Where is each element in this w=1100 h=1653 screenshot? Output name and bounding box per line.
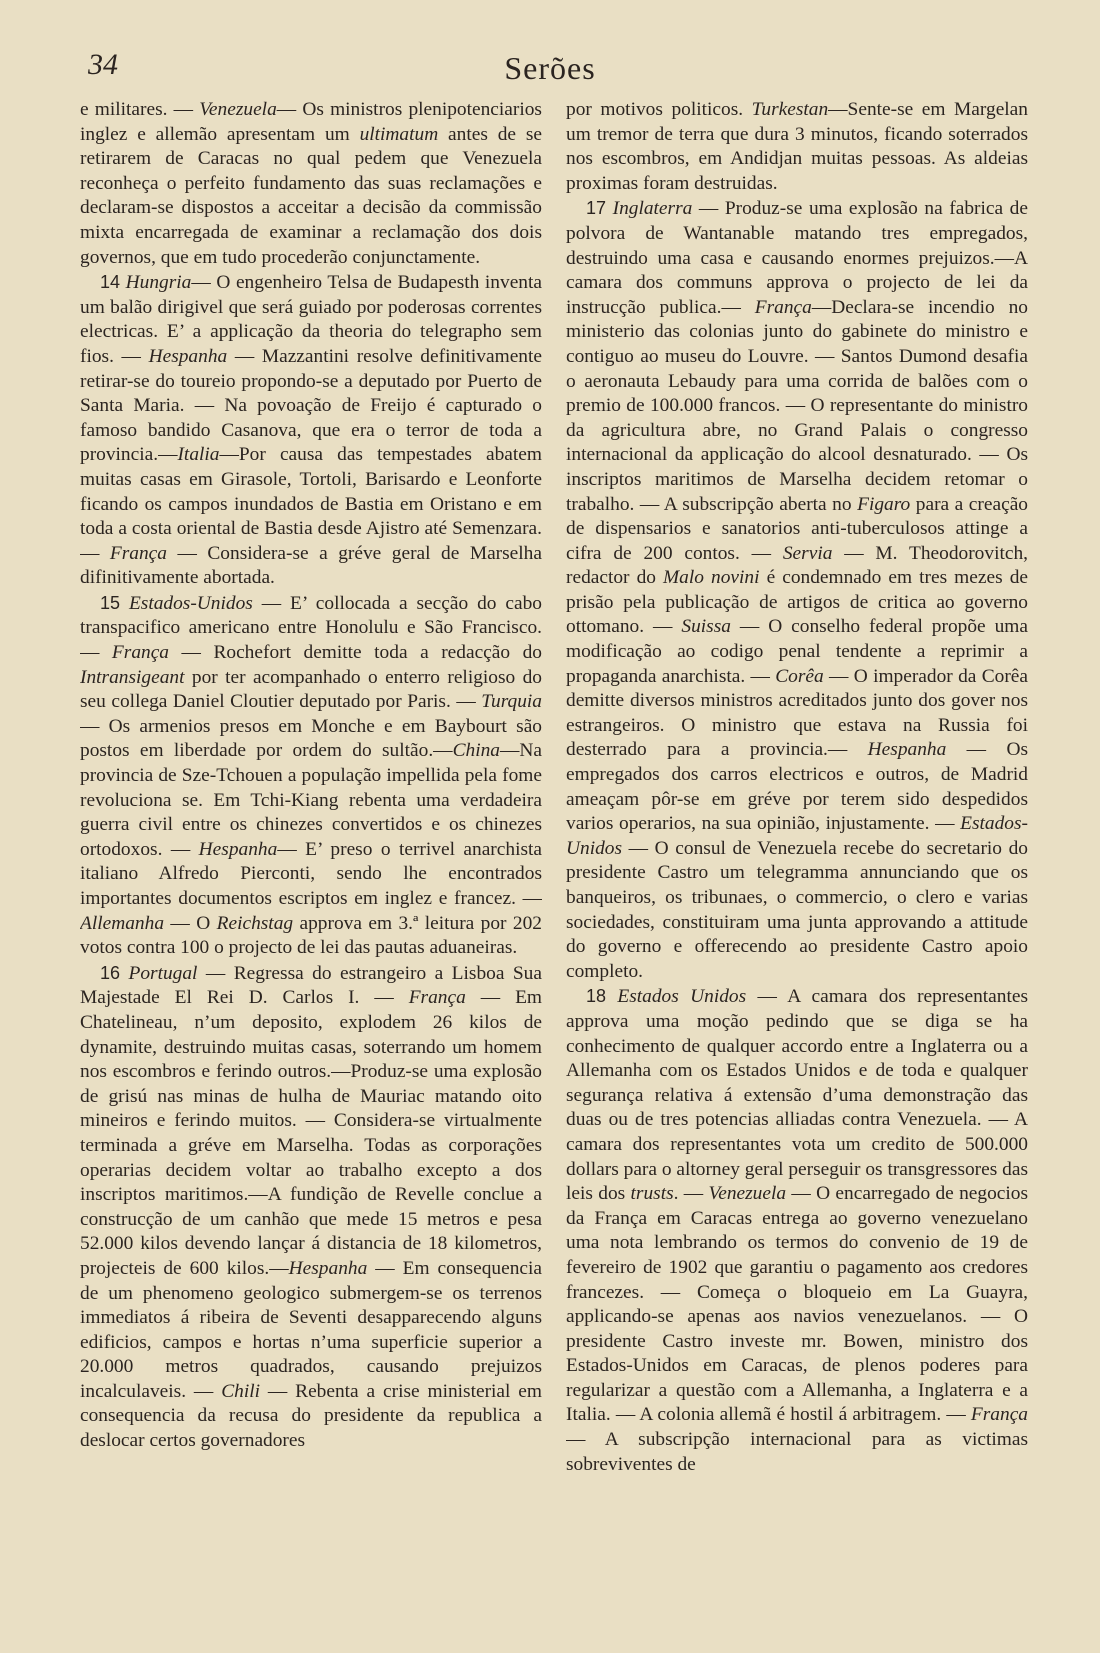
news-text: —Na provincia de Sze-Tchouen a população impellida pela fome revoluciona se. Em Tchi-Kiang rebenta uma verdadeira guerra civil entre os chinezes convertidos e os chinezes ortodoxos. —	[80, 740, 542, 860]
country-heading: Portugal	[128, 962, 198, 984]
news-text: — Os armenios presos em Monche e em Baybourt são postos em liberdade por ordem do sultão.—	[80, 715, 542, 762]
country-heading: Hespanha	[867, 739, 947, 761]
news-text: antes de se retirarem de Caracas no qual pedem que Venezuela reconheça o perfeito fundamento das suas reclamações e declaram-se dispostos a acceitar a decisão da commissão mixta encarregada de examinar a reclamação dos dois governos, que em tudo procederão conjunctamente.	[80, 123, 542, 268]
day-number: 17	[586, 198, 607, 219]
left-column	[80, 98, 542, 1638]
page-header	[0, 0, 1100, 100]
country-heading: França	[109, 542, 167, 564]
news-text: — O consul de Venezuela recebe do secretario do presidente Castro um telegramma annunciando que os banqueiros, os tribunaes, o commercio, o clero e varias sociedades, constituiram uma junta approvando a attitude do governo e offerecendo ao presidente Castro apoio completo.	[566, 837, 1028, 982]
news-text: — Rochefort demitte toda a redacção do	[169, 642, 542, 664]
country-heading: Chili	[221, 1380, 260, 1402]
news-text: — Os empregados dos carros electricos e outros, de Madrid ameaçam pôr-se em gréve por terem sido despedidos varios operarios, na sua opinião, injustamente. —	[566, 739, 1028, 835]
country-heading: Hespanha	[148, 345, 228, 367]
country-heading: Venezuela	[708, 1183, 787, 1205]
country-heading: Allemanha	[80, 912, 165, 934]
news-text: — Produz-se uma explosão na fabrica de polvora de Wantanable matando tres empregados, destruindo uma casa e causando enormes prejuizos.—A camara dos communs approva o projecto de lei da instrucção publica.—	[566, 198, 1028, 318]
news-text: — O encarregado de negocios da França em Caracas entrega ao governo venezuelano uma nota lembrando os termos do convenio de 19 de fevereiro de 1902 que garantiu o pagamento aos credores francezes. — Começa o bloqueio em La Guayra, applicando-se apenas aos navios venezuelanos. — O presidente Castro investe mr. Bowen, ministro dos Estados-Unidos em Caracas, de plenos poderes para regularizar a questão com a Allemanha, a Inglaterra e a Italia. — A colonia allemã é hostil á arbitragem. —	[566, 1183, 1028, 1426]
country-heading: Suissa	[681, 616, 731, 638]
news-text: é condemnado em tres mezes de prisão pela publicação de artigos de critica ao governo ottomano. —	[566, 567, 1028, 638]
news-entry-continued	[566, 98, 1028, 196]
country-heading: Hespanha	[198, 838, 278, 860]
news-entry-day-16	[80, 961, 542, 1454]
country-heading: Turkestan	[751, 99, 829, 120]
news-text: para a creação de dispensarios e sanatorios anti-tuberculosos attinge a cifra de 200 contos. —	[566, 493, 1028, 564]
country-heading: França	[111, 642, 170, 664]
news-text: — Em Chatelineau, n’um deposito, explodem 26 kilos de dynamite, destruindo muitas casas, soterrando um homem nos escombros e ferindo outros.—Produz-se uma explosão de grisú nas minas de hulha de Mauriac matando oito mineiros e ferindo muitos. — Considera-se virtualmente terminada a gréve em Marselha. Todas as corporações operarias decidem voltar ao trabalho excepto a dos inscriptos maritimos.—A fundição de Revelle conclue a construcção de um canhão que mede 15 metros e pesa 52.000 kilos devendo lançar á distancia de 18 kilometros, projecteis de 600 kilos.—	[80, 987, 542, 1279]
news-entry-day-14	[80, 270, 542, 591]
country-heading: China	[452, 740, 500, 762]
country-heading: Inglaterra	[612, 198, 693, 220]
country-heading: Venezuela	[199, 99, 277, 120]
news-text: — E’ collocada a secção do cabo transpacifico americano entre Honolulu e São Francisco. —	[80, 592, 542, 664]
page-number: 34	[88, 48, 118, 81]
news-entry-day-15	[80, 591, 542, 961]
news-text: — A subscripção internacional para as victimas sobreviventes de	[566, 1429, 1028, 1475]
news-entry-day-17	[566, 196, 1028, 984]
day-number: 18	[586, 986, 607, 1007]
news-text: — Em consequencia de um phenomeno geologico submergem-se os terrenos immediatos á ribeira de Seventi desapparecendo alguns edificios, campos e hortas n’uma superficie superior a 20.000 metros quadrados, causando prejuizos incalculaveis. —	[80, 1257, 542, 1402]
news-text: approva em 3.ª leitura por 202 votos contra 100 o projecto de lei das pautas aduaneiras.	[80, 912, 542, 959]
news-text: — Regressa do estrangeiro a Lisboa Sua Majestade El Rei D. Carlos I. —	[80, 962, 542, 1009]
news-entry-day-18	[566, 984, 1028, 1477]
country-heading: Servia	[782, 542, 833, 564]
news-text: — Considera-se a gréve geral de Marselha difinitivamente abortada.	[80, 542, 542, 589]
country-heading: Italia	[177, 444, 220, 466]
country-heading: Turquia	[481, 691, 542, 713]
news-text: — M. Theodorovitch, redactor do	[566, 542, 1028, 589]
country-heading: Reichstag	[216, 912, 294, 934]
day-number: 16	[100, 962, 121, 983]
news-text: por motivos politicos.	[566, 99, 752, 120]
news-text: . —	[673, 1183, 709, 1205]
country-heading: Estados Unidos	[617, 986, 747, 1008]
news-text: — O engenheiro Telsa de Budapesth inventa um balão dirigivel que será guiado por poderosas correntes electricas. E’ a applicação da theoria do telegrapho sem fios. —	[80, 272, 542, 367]
country-heading: Estados-Unidos	[566, 813, 1028, 859]
news-text: — A camara dos representantes approva uma moção pedindo que se diga se ha conhecimento de qualquer accordo entre a Inglaterra ou a Allemanha com os Estados Unidos e de toda e qualquer segurança relativa á extensão d’uma demonstração das duas ou de tres potencias alliadas contra Venezuela. — A camara dos representantes vota um credito de 500.000 dollars para o altorney geral perseguir os transgressores das leis dos	[566, 986, 1028, 1205]
news-text: — E’ preso o terrivel anarchista italiano Alfredo Pierconti, sendo lhe encontrados importantes documentos escriptos em inglez e francez. —	[80, 838, 542, 909]
country-heading: Corêa	[775, 665, 824, 687]
country-heading: França	[754, 296, 812, 318]
country-heading: Figaro	[857, 493, 911, 515]
country-heading: trusts	[630, 1183, 674, 1205]
news-text: —Declara-se incendio no ministerio das colonias junto do gabinete do ministro e contiguo ao museu do Louvre. — Santos Dumond desafia o aeronauta Lebaudy para uma corrida de balões com o premio de 100.000 francos. — O representante do ministro da agricultura abre, no Grand Palais o congresso internacional da applicação do alcool desnaturado. — Os inscriptos maritimos de Marselha decidem retomar o trabalho. — A subscripção aberta no	[566, 296, 1028, 515]
country-heading: França	[408, 987, 466, 1009]
news-text: — O	[164, 912, 217, 934]
day-number: 15	[100, 592, 121, 613]
news-text: —Por causa das tempestades abatem muitas casas em Girasole, Tortoli, Barisardo e Leonforte ficando os campos inundados de Bastia em Oristano e em toda a costa oriental de Bastia desde Ajistro até Semenzara. —	[80, 444, 542, 564]
news-text: por ter acompanhado o enterro religioso do seu collega Daniel Cloutier deputado por Paris. —	[80, 666, 542, 713]
news-entry-continued	[80, 98, 542, 270]
country-heading: Hespanha	[288, 1257, 368, 1279]
news-text: — O conselho federal propõe uma modificação ao codigo penal tendente a reprimir a propaganda anarchista. —	[566, 616, 1028, 687]
news-text: e militares. —	[80, 99, 200, 120]
country-heading: França	[970, 1404, 1028, 1426]
news-text: — Os ministros plenipotenciarios inglez e allemão apresentam um	[80, 99, 542, 145]
running-title: Serões	[504, 50, 596, 86]
day-number: 14	[100, 272, 121, 293]
country-heading: Hungria	[125, 272, 192, 294]
news-text: — Mazzantini resolve definitivamente retirar-se do toureio propondo-se a deputado por Puerto de Santa Maria. — Na povoação de Freijo é capturado o famoso bandido Casanova, que era o terror de toda a provincia.—	[80, 345, 542, 466]
news-text: — O imperador da Corêa demitte diversos ministros acreditados junto dos gover nos estrangeiros. O ministro que estava na Russia foi desterrado para a provincia.—	[566, 665, 1028, 761]
news-text: —Sente-se em Margelan um tremor de terra que dura 3 minutos, ficando soterrados nos escombros, em Andidjan muitas pessoas. As aldeias proximas foram destruidas.	[566, 99, 1028, 194]
country-heading: ultimatum	[359, 123, 439, 145]
country-heading: Malo novini	[663, 567, 760, 589]
country-heading: Intransigeant	[80, 666, 185, 688]
country-heading: Estados-Unidos	[128, 592, 253, 614]
right-column	[566, 98, 1028, 1638]
news-text: — Rebenta a crise ministerial em consequencia da recusa do presidente da republica a deslocar certos governadores	[80, 1380, 542, 1452]
text-columns	[80, 98, 1028, 1638]
